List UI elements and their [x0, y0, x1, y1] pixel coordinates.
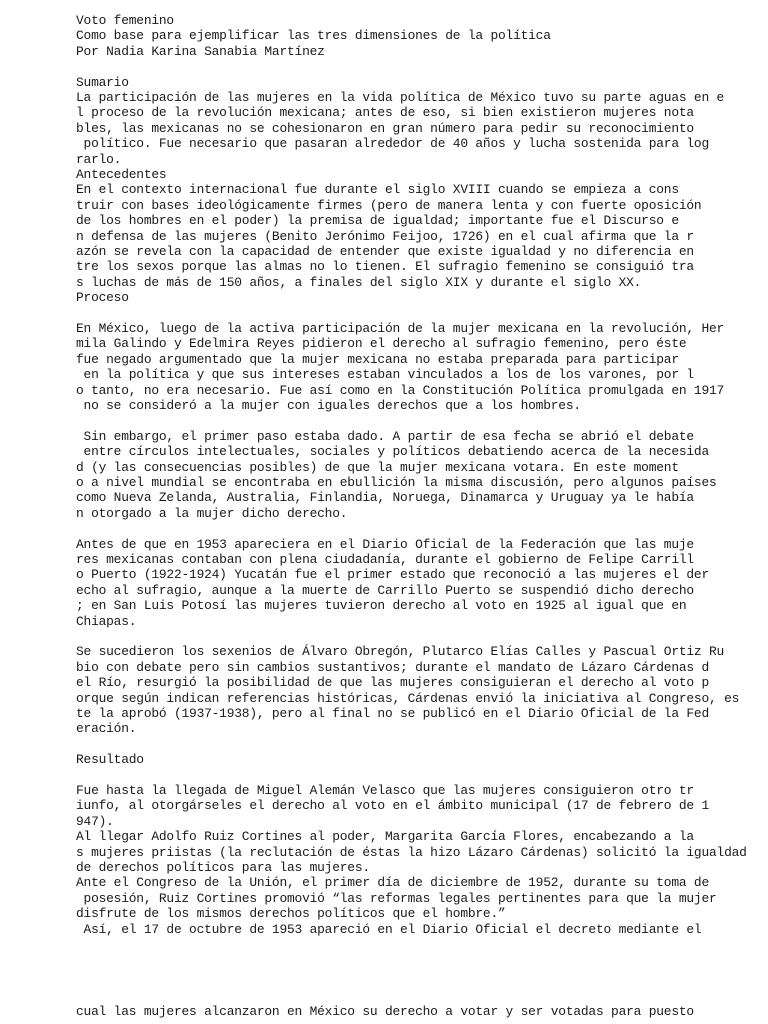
text-line: tre los sexos porque las almas no lo tienen. El sufragio femenino se consiguió tra [76, 259, 694, 275]
text-line: En el contexto internacional fue durante el siglo XVIII cuando se empieza a cons [76, 182, 679, 198]
text-line: La participación de las mujeres en la vida política de México tuvo su parte aguas en e [76, 90, 725, 105]
text-line: l proceso de la revolución mexicana; antes de eso, si bien existieron mujeres nota [76, 105, 694, 121]
text-line: res mexicanas contaban con plena ciudadanía, durante el gobierno de Felipe Carrill [76, 552, 694, 567]
text-line: Por Nadia Karina Sanabia Martínez [76, 43, 325, 59]
text-line: entre círculos intelectuales, sociales y políticos debatiendo acerca de la necesida [76, 444, 709, 460]
text-line: Así, el 17 de octubre de 1953 apareció en el Diario Oficial el decreto mediante el [76, 921, 702, 937]
text-line: de derechos políticos para las mujeres. [76, 860, 370, 875]
text-line: disfrute de los mismos derechos políticos que el hombre.” [76, 906, 506, 922]
text-line: bio con debate pero sin cambios sustantivos; durante el mandato de Lázaro Cárdenas d [76, 659, 709, 675]
text-line: en la política y que sus intereses estaban vinculados a los de los varones, por l [76, 367, 694, 383]
text-line: eración. [76, 721, 137, 737]
text-line: Proceso [76, 290, 129, 306]
text-line: o a nivel mundial se encontraba en ebullición la misma discusión, pero algunos países [76, 475, 717, 490]
text-line: o tanto, no era necesario. Fue así como en la Constitución Política promulgada en 1917 [76, 382, 725, 398]
text-line: Ante el Congreso de la Unión, el primer día de diciembre de 1952, durante su toma de [76, 875, 709, 891]
footer-text-line: cual las mujeres alcanzaron en México su derecho a votar y ser votadas para puesto [76, 1004, 694, 1019]
text-line: Fue hasta la llegada de Miguel Alemán Velasco que las mujeres consiguieron otro tr [76, 783, 694, 798]
text-line: político. Fue necesario que pasaran alrededor de 40 años y lucha sostenida para log [76, 136, 709, 152]
text-line: el Río, resurgió la posibilidad de que las mujeres consiguieran el derecho al voto p [76, 675, 709, 691]
text-line: rarlo. [76, 151, 122, 167]
text-line: azón se revela con la capacidad de entender que existe igualdad y no diferencia en [76, 244, 694, 259]
text-line: orque según indican referencias históricas, Cárdenas envió la iniciativa al Congreso, es [76, 690, 740, 706]
text-line: iunfo, al otorgárseles el derecho al voto en el ámbito municipal (17 de febrero de 1 [76, 798, 709, 814]
text-line: como Nueva Zelanda, Australia, Finlandia, Noruega, Dinamarca y Uruguay ya le había [76, 490, 694, 506]
text-line: Antecedentes [76, 167, 167, 182]
text-line: n otorgado a la mujer dicho derecho. [76, 505, 348, 521]
text-line: te la aprobó (1937-1938), pero al final no se publicó en el Diario Oficial de la Fed [76, 706, 709, 721]
text-line: Chiapas. [76, 613, 137, 629]
text-line: fue negado argumentado que la mujer mexicana no estaba preparada para participar [76, 351, 679, 367]
text-line: mila Galindo y Edelmira Reyes pidieron el derecho al sufragio femenino, pero éste [76, 336, 687, 352]
text-line: posesión, Ruiz Cortines promovió “las reformas legales pertinentes para que la mujer [76, 890, 717, 906]
text-line: truir con bases ideológicamente firmes (pero de manera lenta y con fuerte oposición [76, 197, 702, 213]
text-line: Resultado [76, 752, 144, 768]
text-line: Al llegar Adolfo Ruiz Cortines al poder, Margarita García Flores, encabezando a la [76, 829, 694, 845]
text-line: Voto femenino [76, 13, 174, 28]
text-line: bles, las mexicanas no se cohesionaron en gran número para pedir su reconocimiento [76, 120, 694, 136]
text-line: no se consideró a la mujer con iguales derechos que a los hombres. [76, 398, 581, 413]
text-line: Como base para ejemplificar las tres dimensiones de la política [76, 28, 551, 44]
text-line: s luchas de más de 150 años, a finales del siglo XIX y durante el siglo XX. [76, 274, 642, 290]
text-line: Antes de que en 1953 apareciera en el Diario Oficial de la Federación que las muje [76, 536, 694, 552]
text-line: En México, luego de la activa participación de la mujer mexicana en la revolución, Her [76, 321, 725, 336]
text-line: ; en San Luis Potosí las mujeres tuvieron derecho al voto en 1925 al igual que en [76, 598, 687, 614]
text-line: Sin embargo, el primer paso estaba dado. A partir de esa fecha se abrió el debate [76, 428, 694, 444]
text-line: o Puerto (1922-1924) Yucatán fue el primer estado que reconoció a las mujeres el der [76, 567, 709, 583]
text-line: Se sucedieron los sexenios de Álvaro Obregón, Plutarco Elías Calles y Pascual Ortiz Ru [76, 644, 725, 660]
text-line: s mujeres priistas (la reclutación de éstas la hizo Lázaro Cárdenas) solicitó la igualdad [76, 844, 747, 860]
text-line: n defensa de las mujeres (Benito Jerónimo Feijoo, 1726) en el cual afirma que la r [76, 228, 694, 244]
text-line: de los hombres en el poder) la premisa de igualdad; importante fue el Discurso e [76, 213, 679, 229]
text-line: Sumario [76, 74, 129, 90]
text-line: d (y las consecuencias posibles) de que la mujer mexicana votara. En este moment [76, 459, 679, 475]
text-line: 947). [76, 813, 114, 829]
text-line: echo al sufragio, aunque a la muerte de Carrillo Puerto se suspendió dicho derecho [76, 582, 694, 598]
